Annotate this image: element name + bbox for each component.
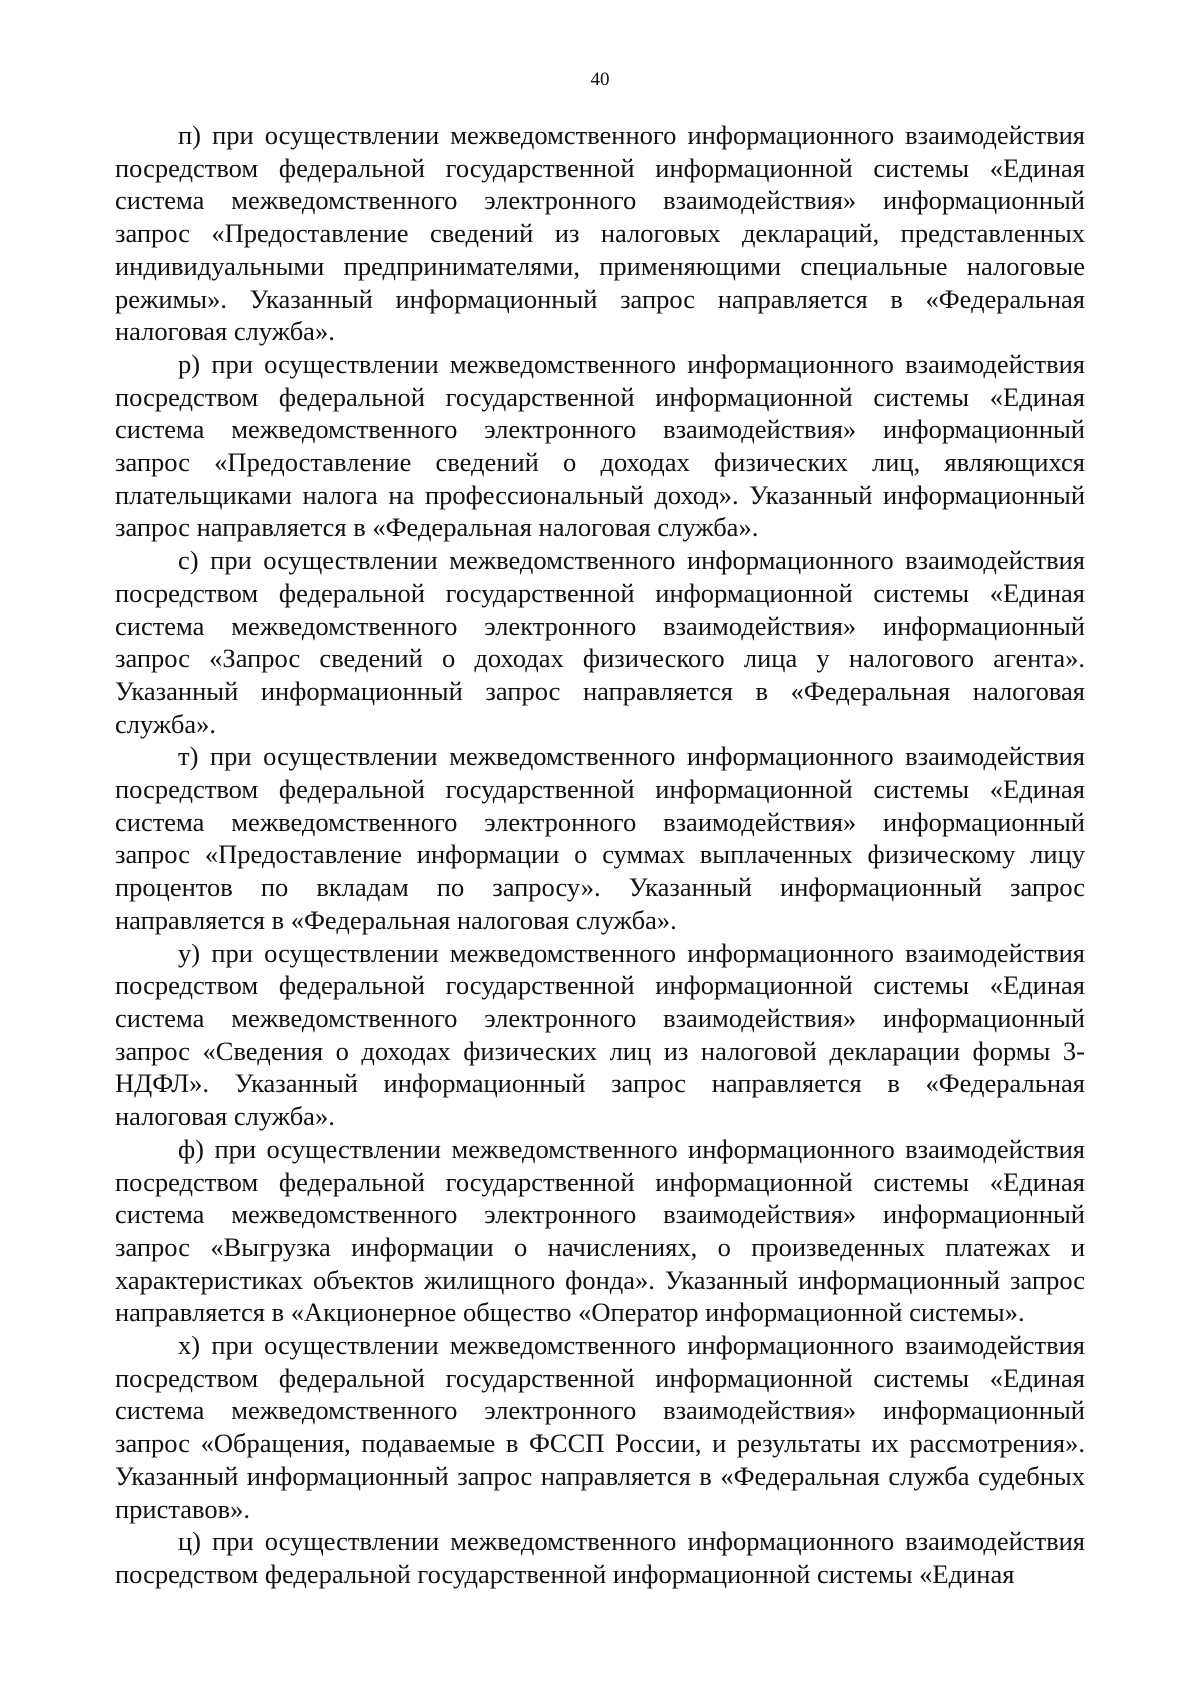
list-item-marker: х): [178, 1330, 201, 1361]
list-item: [115, 740, 1085, 936]
list-item-text: при осуществлении межведомственного информационного взаимодействия посредством федеральной государственной информационной системы «Единая система межведомственного электронного взаимодействия» информационный запрос «Предоставление сведений из налоговых деклараций, представленных индивидуальными предпринимателями, применяющими специальные налоговые режимы». Указанный информационный запрос направляется в «Федеральная налоговая служба».: [115, 120, 1085, 347]
list-item-text: при осуществлении межведомственного информационного взаимодействия посредством федеральной государственной информационной системы «Единая система межведомственного электронного взаимодействия» информационный запрос «Предоставление сведений о доходах физических лиц, являющихся плательщиками налога на профессиональный доход». Указанный информационный запрос направляется в «Федеральная налоговая служба».: [115, 348, 1085, 543]
list-item: [115, 1329, 1085, 1525]
list-item: [115, 1525, 1085, 1590]
list-item-text: при осуществлении межведомственного информационного взаимодействия посредством федеральной государственной информационной системы «Единая система межведомственного электронного взаимодействия» информационный запрос «Предоставление информации о суммах выплаченных физическому лицу процентов по вкладам по запросу». Указанный информационный запрос направляется в «Федеральная налоговая служба».: [115, 741, 1085, 935]
list-item-text: при осуществлении межведомственного информационного взаимодействия посредством федеральной государственной информационной системы «Единая система межведомственного электронного взаимодействия» информационный запрос «Сведения о доходах физических лиц из налоговой декларации формы 3-НДФЛ». Указанный информационный запрос направляется в «Федеральная налоговая служба».: [115, 937, 1085, 1132]
list-item-marker: р): [178, 348, 201, 379]
list-item-marker: п): [178, 120, 202, 150]
list-item-marker: ц): [178, 1526, 202, 1557]
list-item-text: при осуществлении межведомственного информационного взаимодействия посредством федеральной государственной информационной системы «Единая система межведомственного электронного взаимодействия» информационный запрос «Выгрузка информации о начислениях, о произведенных платежах и характеристиках объектов жилищного фонда». Указанный информационный запрос направляется в «Акционерное общество «Оператор информационной системы».: [115, 1133, 1086, 1328]
page-number: 40: [590, 69, 610, 90]
list-item: [115, 937, 1085, 1133]
list-item: [115, 1133, 1085, 1329]
document-body: [115, 119, 1085, 1591]
list-item: [115, 348, 1085, 544]
list-item: [115, 544, 1085, 740]
list-item-marker: ф): [178, 1133, 204, 1164]
list-item-marker: с): [178, 545, 199, 576]
list-item-text: при осуществлении межведомственного информационного взаимодействия посредством федеральной государственной информационной системы «Единая система межведомственного электронного взаимодействия» информационный запрос «Обращения, подаваемые в ФССП России, и результаты их рассмотрения». Указанный информационный запрос направляется в «Федеральная служба судебных приставов».: [115, 1330, 1085, 1524]
list-item-text: при осуществлении межведомственного информационного взаимодействия посредством федеральной государственной информационной системы «Единая система межведомственного электронного взаимодействия» информационный запрос «Запрос сведений о доходах физического лица у налогового агента». Указанный информационный запрос направляется в «Федеральная налоговая служба».: [115, 545, 1085, 739]
list-item-text: при осуществлении межведомственного информационного взаимодействия посредством федеральной государственной информационной системы «Единая: [115, 1526, 1085, 1589]
list-item-marker: у): [178, 937, 201, 968]
list-item: [115, 119, 1085, 348]
list-item-marker: т): [178, 741, 199, 772]
